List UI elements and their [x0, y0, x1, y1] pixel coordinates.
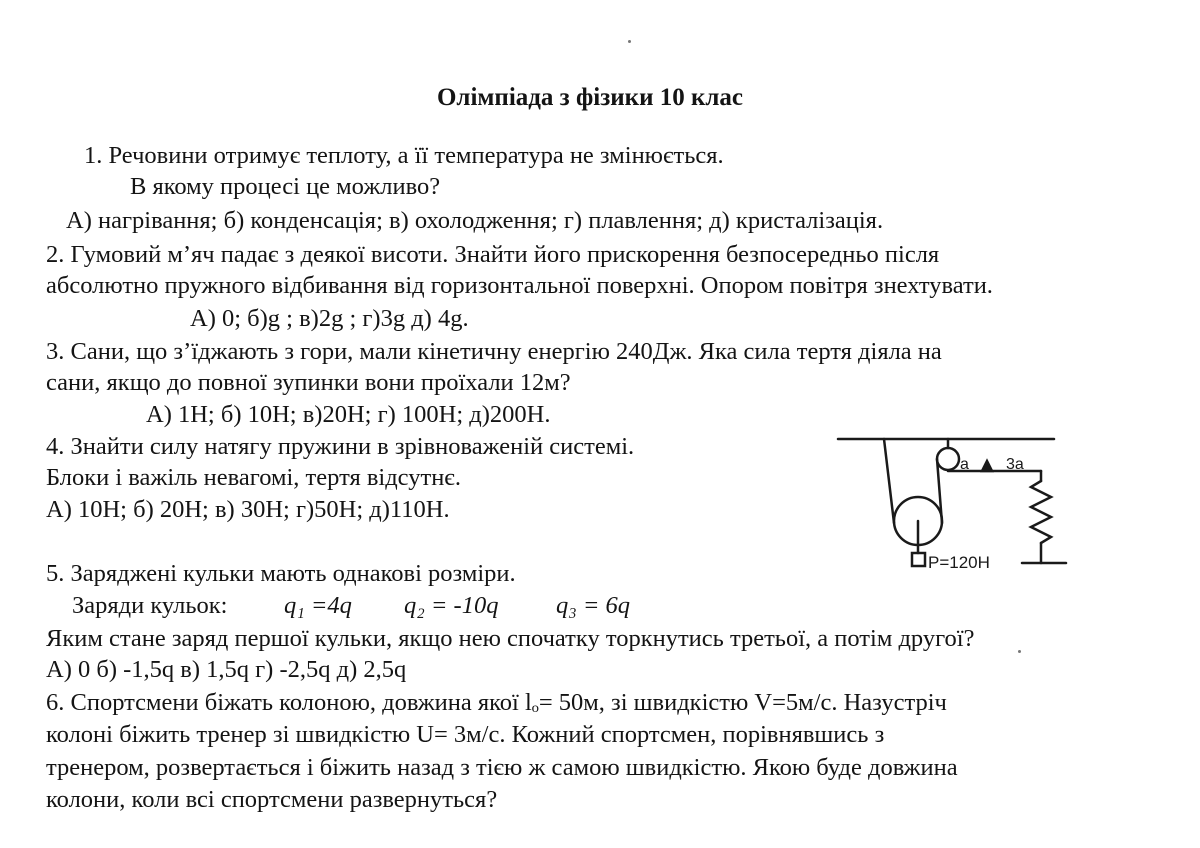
- q5-charges-label: Заряди кульок:: [72, 592, 228, 619]
- lever-pulley-diagram: [826, 425, 1076, 595]
- q3-line2: сани, якщо до повної зупинки вони проїхали 12м?: [46, 369, 571, 396]
- q3-options: А) 1Н; б) 10Н; в)20Н; г) 100Н; д)200Н.: [146, 401, 551, 428]
- q6-line4: колони, коли всі спортсмени развернуться?: [46, 786, 498, 813]
- q6-line2: колоні біжить тренер зі швидкістю U= 3м/с. Кожний спортсмен, порівнявшись з: [46, 721, 885, 748]
- q5-charge-q2: q₂ = -10q: [404, 592, 499, 619]
- q3-line1: 3. Сани, що з’їджають з гори, мали кінетичну енергію 240Дж. Яка сила тертя діяла на: [46, 338, 942, 365]
- q4-line2: Блоки і важіль невагомі, тертя відсутнє.: [46, 464, 461, 491]
- q1-line1: 1. Речовини отримує теплоту, а її температура не змінюється.: [84, 142, 724, 169]
- q1-options: А) нагрівання; б) конденсація; в) охолодження; г) плавлення; д) кристалізація.: [66, 207, 884, 234]
- q5-options: А) 0 б) -1,5q в) 1,5q г) -2,5q д) 2,5q: [46, 656, 407, 683]
- q2-line1: 2. Гумовий м’яч падає з деякої висоти. Знайти його прискорення безпосередньо після: [46, 241, 940, 268]
- weight-label: P=120H: [928, 553, 990, 572]
- fulcrum-triangle: [982, 461, 992, 471]
- rope-left: [884, 439, 894, 523]
- q4-line1: 4. Знайти силу натягу пружини в зрівноваженій системі.: [46, 433, 635, 460]
- spring-coil: [1031, 481, 1051, 543]
- q6-line1: 6. Спортсмени біжать колоною, довжина якої lₒ= 50м, зі швидкістю V=5м/с. Назустріч: [46, 689, 947, 716]
- q5-charge-q3: q₃ = 6q: [556, 592, 631, 619]
- q1-line2: В якому процесі це можливо?: [130, 173, 441, 200]
- q2-options: А) 0; б)g ; в)2g ; г)3g д) 4g.: [190, 305, 469, 332]
- q6-line3: тренером, розвертається і біжить назад з тією ж самою швидкістю. Якою буде довжина: [46, 754, 958, 781]
- upper-pulley: [937, 448, 959, 470]
- q4-options: А) 10Н; б) 20Н; в) 30Н; г)50Н; д)110Н.: [46, 496, 450, 523]
- q5-line1: 5. Заряджені кульки мають однакові розміри.: [46, 560, 516, 587]
- scan-speck: [1018, 650, 1021, 653]
- page-title: Олімпіада з фізики 10 клас: [436, 84, 744, 111]
- weight-block: [912, 553, 925, 566]
- scan-speck: [628, 40, 631, 43]
- q2-line2: абсолютно пружного відбивання від горизонтальної поверхні. Опором повітря знехтувати.: [46, 272, 993, 299]
- q5-charge-q1: q₁ =4q: [284, 592, 352, 619]
- arm-3a-label: 3a: [1006, 456, 1024, 473]
- arm-a-label: a: [960, 456, 969, 473]
- q5-line3: Яким стане заряд першої кульки, якщо нею спочатку торкнутись третьої, а потім другої?: [46, 625, 975, 652]
